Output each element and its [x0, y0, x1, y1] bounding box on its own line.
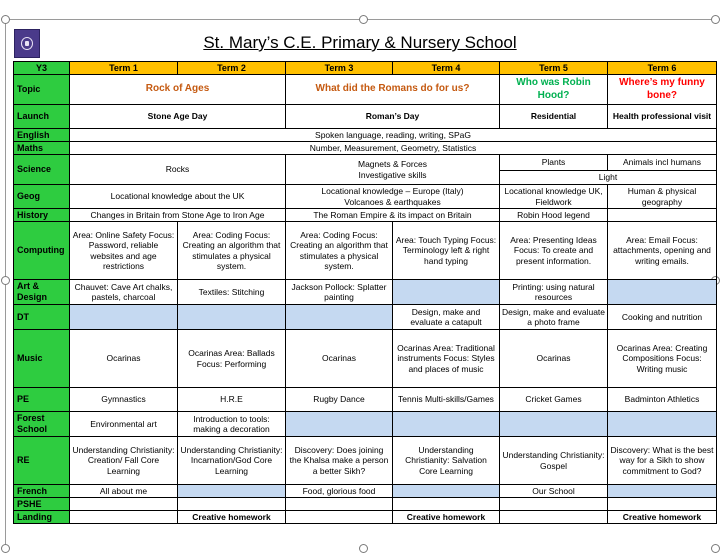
computing-term4: Area: Touch Typing Focus: Terminology left & right hand typing: [393, 222, 500, 280]
row-label-maths: Maths: [14, 142, 70, 155]
landing-term5: [500, 511, 608, 524]
science-term5-6: Light: [500, 171, 717, 185]
art-term2: Textiles: Stitching: [178, 280, 286, 305]
re-row: [14, 437, 717, 485]
forest-term4: [393, 412, 500, 437]
row-label-english: English: [14, 129, 70, 142]
row-label-topic: Topic: [14, 75, 70, 105]
computing-term2: Area: Coding Focus: Creating an algorithm that stimulates a physical system.: [178, 222, 286, 280]
geog-term3-4: [286, 185, 500, 209]
re-term3: Discovery: Does joining the Khalsa make a person a better Sikh?: [286, 437, 393, 485]
topic-row: [14, 75, 717, 105]
forest-term5: [500, 412, 608, 437]
school-crest-logo: [14, 29, 40, 58]
history-term1-2: Changes in Britain from Stone Age to Iron Age: [70, 209, 286, 222]
topic-term3-4: What did the Romans do for us?: [286, 75, 500, 105]
computing-row: [14, 222, 717, 280]
forest-term3: [286, 412, 393, 437]
english-row: [14, 129, 717, 142]
topic-term6: Where’s my funny bone?: [608, 75, 717, 105]
geog-europe: Locational knowledge – Europe (Italy): [321, 186, 464, 197]
science-magnets: Magnets & Forces: [358, 159, 427, 170]
term-header: Term 5: [500, 62, 608, 75]
forest-term1: Environmental art: [70, 412, 178, 437]
computing-term3: Area: Coding Focus: Creating an algorithm that stimulates a physical system.: [286, 222, 393, 280]
row-label-french: French: [14, 485, 70, 498]
music-term4: Ocarinas Area: Traditional instruments Focus: Styles and places of music: [393, 330, 500, 388]
resize-handle-top-center[interactable]: [359, 15, 368, 24]
art-term6: [608, 280, 717, 305]
french-term3: Food, glorious food: [286, 485, 393, 498]
resize-handle-middle-left[interactable]: [1, 276, 10, 285]
dt-row: [14, 305, 717, 330]
dt-term4: Design, make and evaluate a catapult: [393, 305, 500, 330]
resize-handle-top-right[interactable]: [711, 15, 720, 24]
music-term3: Ocarinas: [286, 330, 393, 388]
history-term6: [608, 209, 717, 222]
pshe-term1: [70, 498, 178, 511]
landing-term2: Creative homework: [178, 511, 286, 524]
geog-term6: Human & physical geography: [608, 185, 717, 209]
row-label-pshe: PSHE: [14, 498, 70, 511]
science-row: [14, 155, 717, 171]
art-term4: [393, 280, 500, 305]
science-investigative: Investigative skills: [358, 169, 427, 180]
row-label-launch: Launch: [14, 105, 70, 129]
curriculum-table: [13, 61, 717, 524]
pshe-term5: [500, 498, 608, 511]
science-term1-2: Rocks: [70, 155, 286, 185]
forest-term6: [608, 412, 717, 437]
geog-volcanoes: Volcanoes & earthquakes: [344, 196, 441, 207]
history-row: [14, 209, 717, 222]
re-term6: Discovery: What is the best way for a Sikh to show commitment to God?: [608, 437, 717, 485]
dt-term3: [286, 305, 393, 330]
french-term4: [393, 485, 500, 498]
row-label-landing: Landing: [14, 511, 70, 524]
english-all-terms: Spoken language, reading, writing, SPaG: [70, 129, 717, 142]
landing-term3: [286, 511, 393, 524]
dt-term5: Design, make and evaluate a photo frame: [500, 305, 608, 330]
history-term5: Robin Hood legend: [500, 209, 608, 222]
maths-all-terms: Number, Measurement, Geometry, Statistics: [70, 142, 717, 155]
header-row: [14, 62, 717, 75]
science-term5: Plants: [500, 155, 608, 171]
term-header: Term 1: [70, 62, 178, 75]
term-header: Term 4: [393, 62, 500, 75]
term-header: Term 6: [608, 62, 717, 75]
topic-term1-2: Rock of Ages: [70, 75, 286, 105]
row-label-music: Music: [14, 330, 70, 388]
music-term5: Ocarinas: [500, 330, 608, 388]
topic-term5: Who was Robin Hood?: [500, 75, 608, 105]
computing-term6: Area: Email Focus: attachments, opening and writing emails.: [608, 222, 717, 280]
geog-term5: Locational knowledge UK, Fieldwork: [500, 185, 608, 209]
forest-term2: Introduction to tools: making a decoration: [178, 412, 286, 437]
science-term3-4: [286, 155, 500, 185]
dt-term1: [70, 305, 178, 330]
re-term5: Understanding Christianity: Gospel: [500, 437, 608, 485]
landing-term6: Creative homework: [608, 511, 717, 524]
page-title: St. Mary’s C.E. Primary & Nursery School: [203, 33, 517, 52]
dt-term2: [178, 305, 286, 330]
row-label-art: Art & Design: [14, 280, 70, 305]
geog-row: [14, 185, 717, 209]
computing-term5: Area: Presenting Ideas Focus: To create and present information.: [500, 222, 608, 280]
pshe-term4: [393, 498, 500, 511]
music-term2: Ocarinas Area: Ballads Focus: Performing: [178, 330, 286, 388]
music-term6: Ocarinas Area: Creating Compositions Focus: Writing music: [608, 330, 717, 388]
geog-term1-2: Locational knowledge about the UK: [70, 185, 286, 209]
dt-term6: Cooking and nutrition: [608, 305, 717, 330]
row-label-geog: Geog: [14, 185, 70, 209]
music-term1: Ocarinas: [70, 330, 178, 388]
french-term5: Our School: [500, 485, 608, 498]
french-term1: All about me: [70, 485, 178, 498]
launch-term1-2: Stone Age Day: [70, 105, 286, 129]
science-term6: Animals incl humans: [608, 155, 717, 171]
term-header: Term 3: [286, 62, 393, 75]
art-term1: Chauvet: Cave Art chalks, pastels, charcoal: [70, 280, 178, 305]
pshe-term3: [286, 498, 393, 511]
art-term5: Printing: using natural resources: [500, 280, 608, 305]
computing-term1: Area: Online Safety Focus: Password, reliable websites and age restrictions: [70, 222, 178, 280]
row-label-dt: DT: [14, 305, 70, 330]
history-term3-4: The Roman Empire & its impact on Britain: [286, 209, 500, 222]
row-label-computing: Computing: [14, 222, 70, 280]
launch-term3-4: Roman’s Day: [286, 105, 500, 129]
re-term1: Understanding Christianity: Creation/ Fall Core Learning: [70, 437, 178, 485]
landing-term1: [70, 511, 178, 524]
french-term6: [608, 485, 717, 498]
french-row: [14, 485, 717, 498]
maths-row: [14, 142, 717, 155]
launch-row: [14, 105, 717, 129]
pshe-row: [14, 498, 717, 511]
pe-term4: Tennis Multi-skills/Games: [393, 388, 500, 412]
pshe-term2: [178, 498, 286, 511]
art-term3: Jackson Pollock: Splatter painting: [286, 280, 393, 305]
pe-row: [14, 388, 717, 412]
pe-term2: H.R.E: [178, 388, 286, 412]
re-term4: Understanding Christianity: Salvation Core Learning: [393, 437, 500, 485]
pshe-term6: [608, 498, 717, 511]
row-label-re: RE: [14, 437, 70, 485]
forest-row: [14, 412, 717, 437]
landing-term4: Creative homework: [393, 511, 500, 524]
pe-term3: Rugby Dance: [286, 388, 393, 412]
launch-term6: Health professional visit: [608, 105, 717, 129]
french-term2: [178, 485, 286, 498]
pe-term1: Gymnastics: [70, 388, 178, 412]
row-label-pe: PE: [14, 388, 70, 412]
term-header: Term 2: [178, 62, 286, 75]
year-label: Y3: [14, 62, 70, 75]
row-label-forest: Forest School: [14, 412, 70, 437]
music-row: [14, 330, 717, 388]
row-label-history: History: [14, 209, 70, 222]
re-term2: Understanding Christianity: Incarnation/God Core Learning: [178, 437, 286, 485]
launch-term5: Residential: [500, 105, 608, 129]
resize-handle-top-left[interactable]: [1, 15, 10, 24]
row-label-science: Science: [14, 155, 70, 185]
pe-term5: Cricket Games: [500, 388, 608, 412]
landing-row: [14, 511, 717, 524]
pe-term6: Badminton Athletics: [608, 388, 717, 412]
art-row: [14, 280, 717, 305]
